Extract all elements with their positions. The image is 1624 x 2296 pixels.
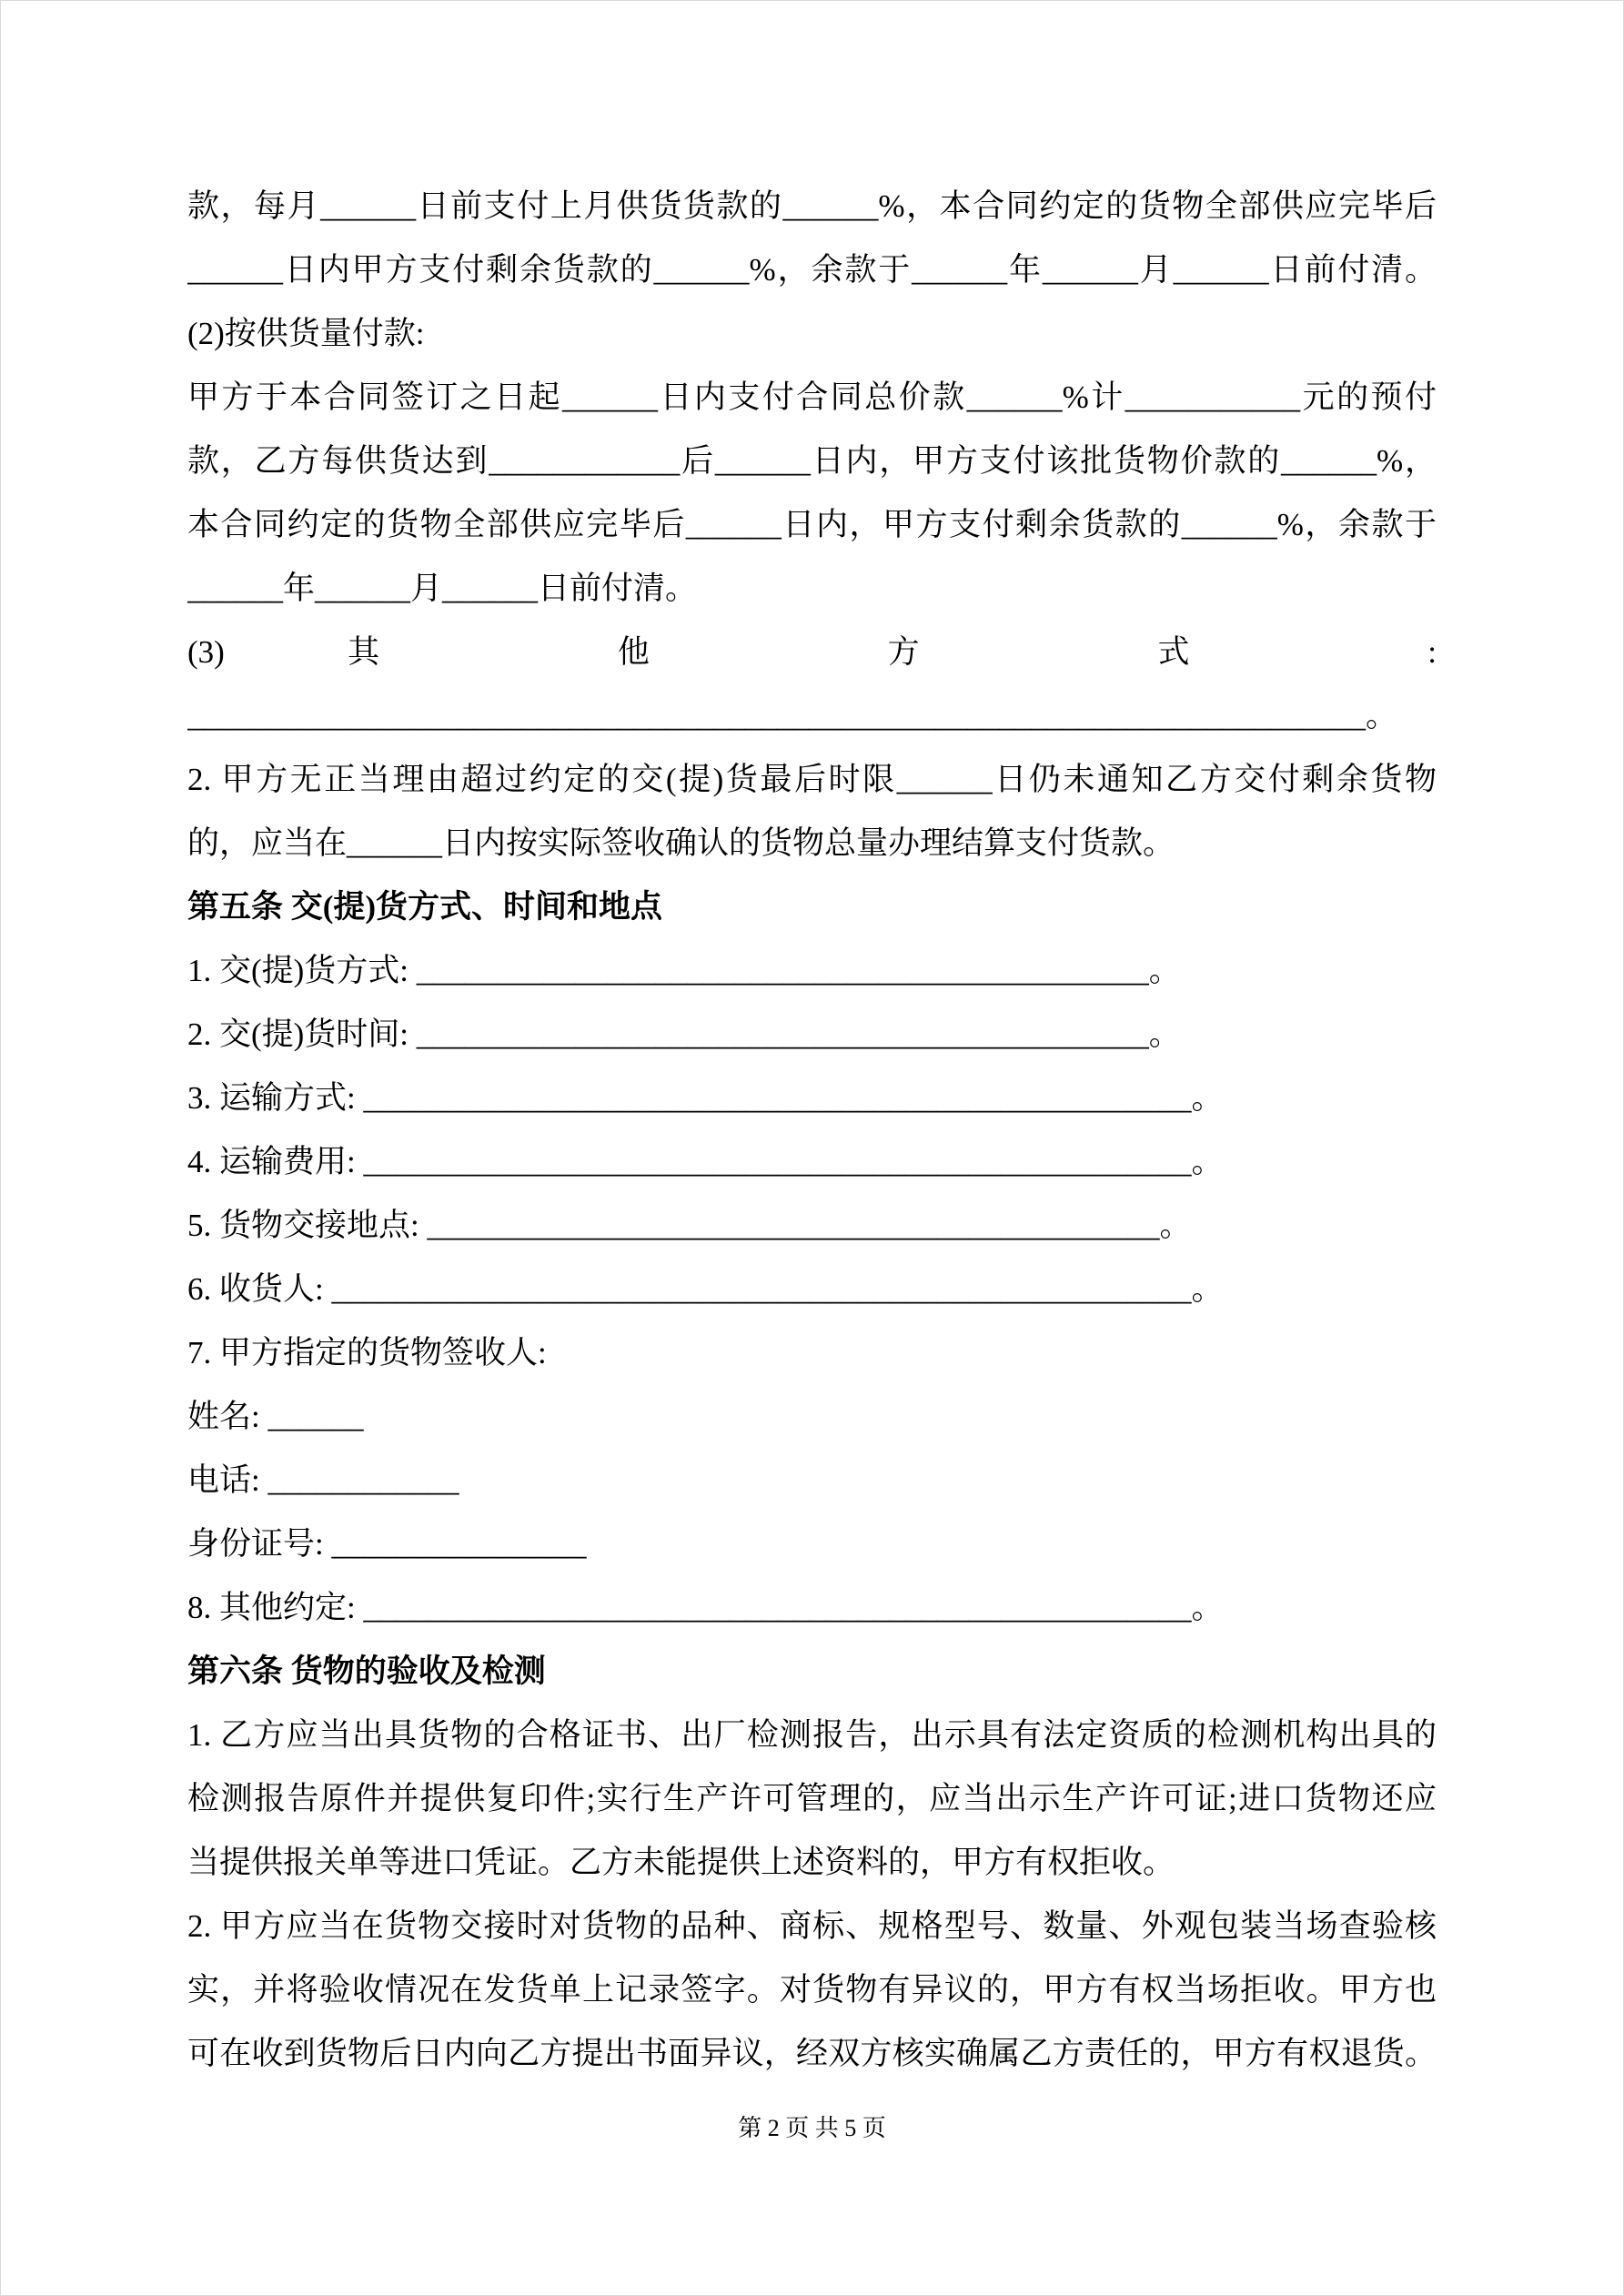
transport-method-line: 3. 运输方式: ____________________________________________________。 <box>187 1080 1224 1116</box>
inspection-clause-1-line-2: 检测报告原件并提供复印件;实行生产许可管理的，应当出示生产许可证;进口货物还应 <box>187 1781 1437 1816</box>
payment-by-volume-line-2: 款，乙方每供货达到____________后______日内，甲方支付该批货物价款的______%， <box>187 443 1437 479</box>
overdue-clause-line-2: 的，应当在______日内按实际签收确认的货物总量办理结算支付货款。 <box>187 825 1175 861</box>
section-5-heading: 第五条 交(提)货方式、时间和地点 <box>187 889 663 925</box>
signer-name-line: 姓名: ______ <box>187 1399 364 1434</box>
designated-signer-label: 7. 甲方指定的货物签收人: <box>187 1335 547 1371</box>
payment-by-volume-label: (2)按供货量付款: <box>187 316 425 351</box>
payment-monthly-line-2: ______日内甲方支付剩余货款的______%，余款于______年______月______日前付清。 <box>187 252 1437 288</box>
payment-other-method-label: (3) 其 他 方 式 : <box>187 634 1437 670</box>
page-number-footer: 第 2 页 共 5 页 <box>738 2115 886 2141</box>
inspection-clause-2-line-3: 可在收到货物后日内向乙方提出书面异议，经双方核实确属乙方责任的，甲方有权退货。 <box>187 2036 1437 2071</box>
signer-phone-line: 电话: ____________ <box>187 1462 459 1498</box>
payment-by-volume-line-1: 甲方于本合同签订之日起______日内支付合同总价款______%计___________元的预付 <box>187 379 1437 415</box>
delivery-method-line: 1. 交(提)货方式: ______________________________________________。 <box>187 953 1181 988</box>
payment-monthly-line-1: 款，每月______日前支付上月供货货款的______%，本合同约定的货物全部供应完毕后 <box>187 188 1437 224</box>
handover-location-line: 5. 货物交接地点: ______________________________________________。 <box>187 1208 1192 1243</box>
inspection-clause-2-line-1: 2. 甲方应当在货物交接时对货物的品种、商标、规格型号、数量、外观包装当场查验核 <box>187 1908 1437 1944</box>
payment-other-method-blank: __________________________________________________________________________。 <box>187 698 1398 733</box>
payment-by-volume-line-3: 本合同约定的货物全部供应完毕后______日内，甲方支付剩余货款的______%，余款于 <box>187 507 1437 542</box>
contract-content <box>187 175 1437 2086</box>
payment-by-volume-line-4: ______年______月______日前付清。 <box>187 571 698 606</box>
inspection-clause-1-line-1: 1. 乙方应当出具货物的合格证书、出厂检测报告，出示具有法定资质的检测机构出具的 <box>187 1717 1437 1753</box>
signer-id-line: 身份证号: ________________ <box>187 1526 587 1562</box>
delivery-time-line: 2. 交(提)货时间: ______________________________________________。 <box>187 1017 1181 1052</box>
inspection-clause-2-line-2: 实，并将验收情况在发货单上记录签字。对货物有异议的，甲方有权当场拒收。甲方也 <box>187 1972 1437 2008</box>
inspection-clause-1-line-3: 当提供报关单等进口凭证。乙方未能提供上述资料的，甲方有权拒收。 <box>187 1845 1175 1880</box>
overdue-clause-line-1: 2. 甲方无正当理由超过约定的交(提)货最后时限______日仍未通知乙方交付剩余货物 <box>187 762 1437 797</box>
section-6-heading: 第六条 货物的验收及检测 <box>187 1654 546 1689</box>
transport-cost-line: 4. 运输费用: ____________________________________________________。 <box>187 1144 1224 1179</box>
other-agreement-line: 8. 其他约定: ____________________________________________________。 <box>187 1590 1224 1625</box>
consignee-line: 6. 收货人: ______________________________________________________。 <box>187 1271 1224 1307</box>
